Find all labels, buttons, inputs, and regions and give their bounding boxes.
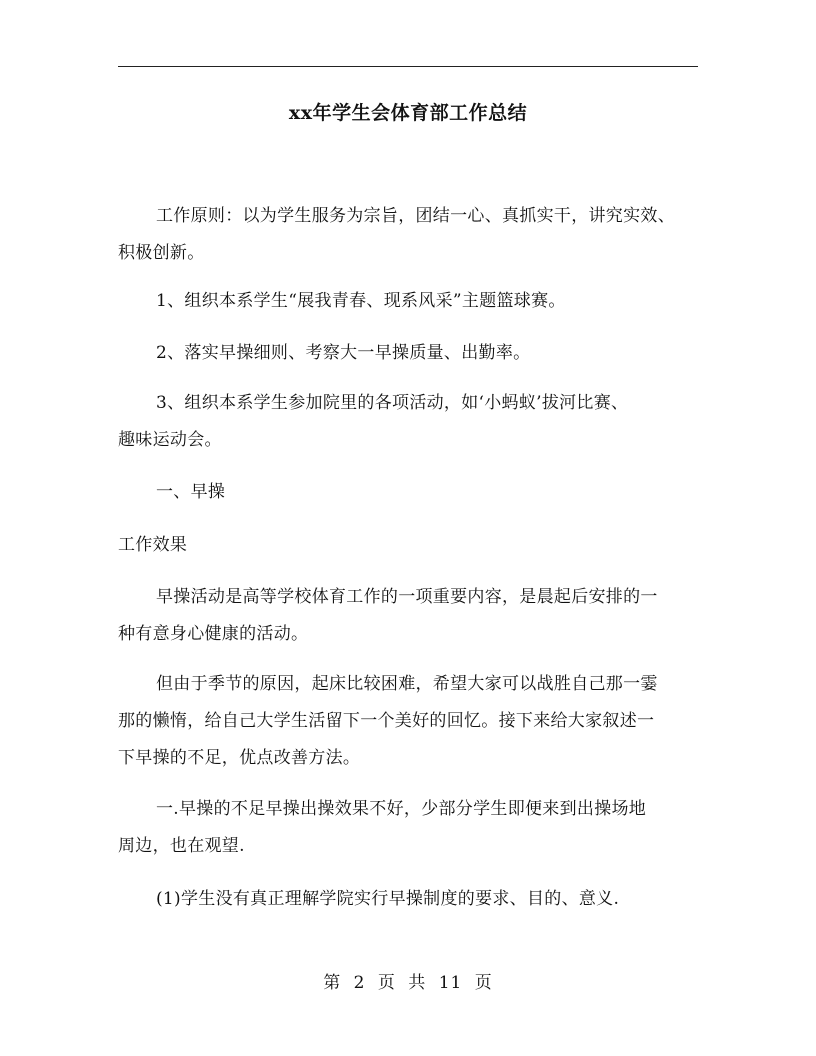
paragraph-line: 一.早操的不足早操出操效果不好，少部分学生即便来到出操场地 bbox=[156, 799, 647, 819]
paragraph-line: 一、早操 bbox=[156, 482, 226, 502]
list-item-2 bbox=[118, 335, 702, 372]
paragraph-line: (1)学生没有真正理解学院实行早操制度的要求、目的、意义. bbox=[156, 889, 620, 909]
subheading-work-effect bbox=[118, 527, 702, 564]
section-heading-morning-exercise bbox=[118, 474, 702, 511]
paragraph-shortcomings bbox=[118, 791, 702, 865]
paragraph-line: 3、组织本系学生参加院里的各项活动，如‘小蚂蚁’拔河比赛、 bbox=[156, 393, 629, 413]
paragraph-line: 下早操的不足，优点改善方法。 bbox=[118, 748, 361, 768]
paragraph-line: 工作原则：以为学生服务为宗旨，团结一心、真抓实干，讲究实效、 bbox=[156, 206, 675, 226]
paragraph-line: 工作效果 bbox=[118, 535, 188, 555]
paragraph-line: 那的懒惰，给自己大学生活留下一个美好的回忆。接下来给大家叙述一 bbox=[118, 711, 655, 731]
paragraph-reason-1 bbox=[118, 881, 702, 918]
paragraph-line: 积极创新。 bbox=[118, 243, 205, 263]
paragraph-line: 周边，也在观望. bbox=[118, 836, 245, 856]
page-footer: 第 2 页 共 11 页 bbox=[323, 973, 493, 993]
paragraph-season-difficulty bbox=[118, 666, 702, 777]
paragraph-line: 2、落实早操细则、考察大一早操质量、出勤率。 bbox=[156, 343, 531, 363]
paragraph-line: 1、组织本系学生“展我青春、现系风采”主题篮球赛。 bbox=[156, 291, 566, 311]
paragraph-principle bbox=[118, 198, 702, 272]
paragraph-line: 早操活动是高等学校体育工作的一项重要内容，是晨起后安排的一 bbox=[156, 587, 658, 607]
paragraph-morning-exercise-intro bbox=[118, 579, 702, 653]
paragraph-line: 趣味运动会。 bbox=[118, 430, 222, 450]
paragraph-line: 但由于季节的原因，起床比较困难，希望大家可以战胜自己那一霎 bbox=[156, 674, 658, 694]
list-item-3 bbox=[118, 385, 702, 459]
document-title: xx年学生会体育部工作总结 bbox=[288, 102, 528, 124]
list-item-1 bbox=[118, 283, 702, 320]
header-rule bbox=[118, 66, 698, 67]
paragraph-line: 种有意身心健康的活动。 bbox=[118, 624, 309, 644]
